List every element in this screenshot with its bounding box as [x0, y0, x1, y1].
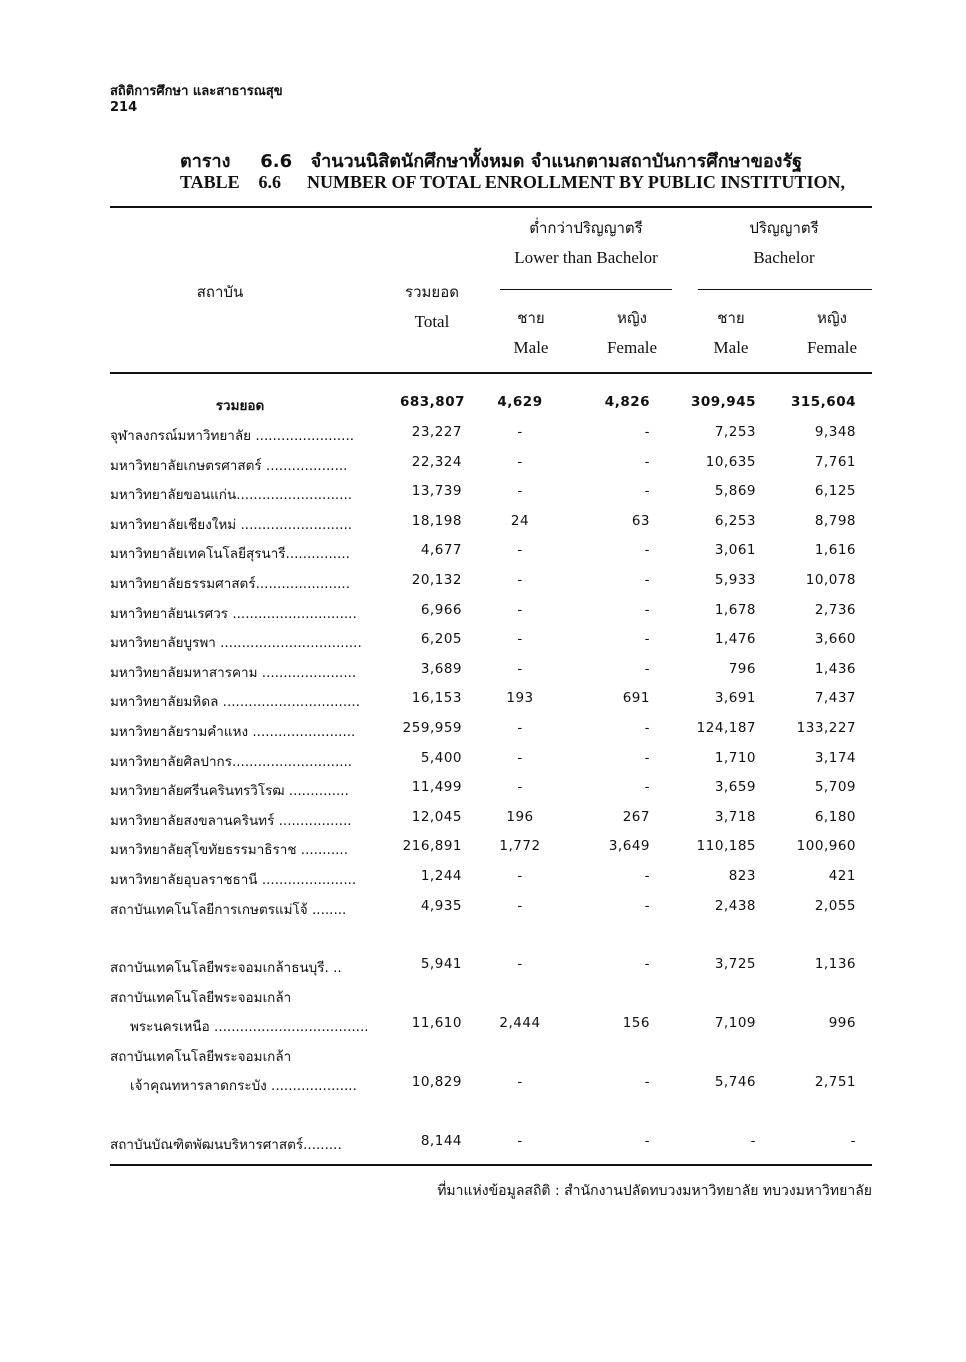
lower-group-rule	[500, 289, 672, 290]
row-name: พระนครเหนือ ....................................	[130, 1019, 369, 1035]
row-name: มหาวิทยาลัยมหาสารคาม ......................	[110, 664, 357, 681]
cell-lower-female: -	[644, 749, 650, 766]
col-total-en: Total	[414, 312, 450, 331]
cell-lower-male: 24	[510, 512, 530, 529]
cell-bachelor-male: 3,659	[714, 779, 756, 796]
cell-lower-female: 3,649	[608, 838, 650, 855]
row-name: สถาบันเทคโนโลยีพระจอมเกล้าธนบุรี. ..	[110, 960, 342, 976]
row-name: มหาวิทยาลัยขอนแก่น...........................	[110, 487, 353, 504]
cell-lower-male: 4,629	[497, 394, 543, 410]
title-number-en: 6.6	[258, 172, 281, 192]
title-thai-text: จำนวนนิสิตนักศึกษาทั้งหมด จำแนกตามสถาบันการศึกษาของรัฐ	[310, 151, 803, 172]
cell-bachelor-male: 309,945	[691, 394, 756, 410]
col-bachelor-group	[696, 214, 872, 272]
cell-lower-male: 193	[506, 690, 534, 707]
cell-lower-male: -	[517, 1074, 523, 1090]
cell-lower-female: -	[644, 572, 650, 588]
cell-bachelor-female: 2,736	[814, 601, 856, 618]
cell-bachelor-female: 10,078	[805, 572, 856, 588]
cell-lower-female: -	[644, 601, 650, 618]
row-name-continued: สถาบันเทคโนโลยีพระจอมเกล้า	[110, 989, 292, 1006]
cell-lower-male: -	[517, 601, 523, 618]
cell-bachelor-male: 1,678	[714, 601, 756, 618]
cell-lower-female: -	[644, 1074, 650, 1090]
cell-bachelor-female: -	[850, 1133, 856, 1149]
cell-bachelor-male: 10,635	[705, 453, 756, 470]
table-row-total	[110, 394, 870, 423]
row-name: มหาวิทยาลัยนเรศวร .............................	[110, 605, 357, 622]
title-eng-label: TABLE	[180, 172, 240, 192]
cell-total: 18,198	[411, 512, 462, 529]
table-row	[110, 720, 870, 749]
cell-bachelor-male: 1,710	[714, 749, 756, 766]
title-eng-text: NUMBER OF TOTAL ENROLLMENT BY PUBLIC INSTITUTION,	[307, 172, 845, 192]
cell-total: 8,144	[420, 1133, 462, 1149]
cell-bachelor-male: 2,438	[714, 897, 756, 914]
table-row	[110, 1015, 870, 1044]
cell-lower-female: -	[644, 631, 650, 648]
row-name: สถาบันบัณฑิตพัฒนบริหารศาสตร์.........	[110, 1137, 342, 1153]
col-total	[392, 278, 472, 336]
running-header: สถิติการศึกษา และสาธารณสุข	[110, 84, 283, 99]
cell-lower-male: -	[517, 897, 523, 914]
cell-bachelor-female: 8,798	[814, 512, 856, 529]
top-rule	[110, 206, 872, 208]
col-bachelor-female-th: หญิง	[817, 309, 847, 327]
cell-lower-male: -	[517, 572, 523, 588]
cell-lower-male: 2,444	[499, 1015, 541, 1031]
row-name: มหาวิทยาลัยรามคำแหง ........................	[110, 724, 356, 740]
cell-total: 683,807	[400, 394, 465, 410]
table-row	[110, 661, 870, 690]
cell-lower-female: -	[644, 542, 650, 559]
page-number: 214	[110, 100, 138, 115]
cell-total: 12,045	[411, 808, 462, 825]
table-row	[110, 1074, 870, 1103]
cell-total: 13,739	[411, 483, 462, 500]
cell-total: 216,891	[402, 838, 462, 855]
cell-total: 11,499	[411, 779, 462, 796]
cell-total: 5,941	[420, 956, 462, 972]
cell-bachelor-female: 1,136	[814, 956, 856, 972]
table-title-thai	[180, 146, 802, 175]
cell-bachelor-female: 3,174	[814, 749, 856, 766]
cell-lower-male: -	[517, 660, 523, 677]
row-name: มหาวิทยาลัยศรีนครินทรวิโรฒ ..............	[110, 783, 349, 800]
cell-lower-female: -	[644, 660, 650, 677]
cell-lower-male: -	[517, 424, 523, 440]
cell-lower-male: -	[517, 779, 523, 796]
row-name: มหาวิทยาลัยเชียงใหม่ ..........................	[110, 516, 353, 533]
cell-total: 23,227	[411, 424, 462, 440]
col-lower-female	[596, 304, 668, 362]
cell-lower-female: 63	[631, 512, 650, 529]
cell-lower-male: -	[517, 1133, 523, 1149]
row-name: มหาวิทยาลัยอุบลราชธานี ......................	[110, 872, 357, 888]
cell-lower-female: 4,826	[604, 394, 650, 410]
cell-bachelor-female: 6,180	[814, 808, 856, 825]
cell-total: 4,935	[420, 897, 462, 914]
table-title-english	[180, 172, 845, 193]
title-thai-label: ตาราง	[180, 151, 231, 172]
table-row	[110, 483, 870, 512]
cell-lower-female: -	[644, 868, 650, 884]
cell-bachelor-female: 315,604	[791, 394, 856, 410]
cell-total: 11,610	[411, 1015, 462, 1031]
col-lower-male-th: ชาย	[517, 309, 545, 327]
cell-lower-female: 156	[622, 1015, 650, 1031]
cell-bachelor-female: 1,616	[814, 542, 856, 559]
col-bachelor-th: ปริญญาตรี	[749, 219, 819, 237]
col-bachelor-en: Bachelor	[753, 248, 815, 267]
row-name: มหาวิทยาลัยเกษตรศาสตร์ ...................	[110, 457, 348, 474]
col-lower-th: ต่ำกว่าปริญญาตรี	[529, 219, 643, 237]
cell-lower-male: -	[517, 956, 523, 972]
col-bachelor-female	[796, 304, 868, 362]
cell-lower-female: 267	[622, 808, 650, 825]
row-name: จุฬาลงกรณ์มหาวิทยาลัย .......................	[110, 428, 355, 444]
table-row	[110, 868, 870, 897]
cell-bachelor-male: 796	[728, 660, 756, 677]
cell-bachelor-male: -	[750, 1133, 756, 1149]
cell-bachelor-male: 7,253	[714, 424, 756, 440]
cell-lower-female: -	[644, 720, 650, 736]
row-name-continued: สถาบันเทคโนโลยีพระจอมเกล้า	[110, 1048, 292, 1065]
cell-lower-female: -	[644, 956, 650, 972]
col-lower-male-en: Male	[513, 338, 549, 357]
cell-bachelor-male: 823	[728, 868, 756, 884]
cell-bachelor-female: 5,709	[814, 779, 856, 796]
cell-total: 259,959	[402, 720, 462, 736]
cell-total: 5,400	[420, 749, 462, 766]
table-row	[110, 572, 870, 601]
row-name: มหาวิทยาลัยมหิดล ................................	[110, 694, 360, 711]
table-row	[110, 838, 870, 867]
cell-lower-female: -	[644, 424, 650, 440]
cell-bachelor-female: 2,055	[814, 897, 856, 914]
table-row	[110, 454, 870, 483]
cell-bachelor-male: 3,061	[714, 542, 756, 559]
table-row	[110, 1133, 870, 1162]
cell-bachelor-female: 421	[828, 868, 856, 884]
cell-lower-male: 1,772	[499, 838, 541, 855]
cell-lower-male: -	[517, 542, 523, 559]
row-name: มหาวิทยาลัยเทคโนโลยีสุรนารี...............	[110, 546, 350, 563]
col-bachelor-male-th: ชาย	[717, 309, 745, 327]
cell-bachelor-male: 5,933	[714, 572, 756, 588]
cell-total: 6,205	[420, 631, 462, 648]
cell-lower-male: -	[517, 720, 523, 736]
row-name: มหาวิทยาลัยศิลปากร............................	[110, 753, 353, 770]
table-row	[110, 690, 870, 719]
header-bottom-rule	[110, 372, 872, 374]
cell-lower-male: -	[517, 749, 523, 766]
table-row	[110, 424, 870, 453]
col-lower-female-th: หญิง	[617, 309, 647, 327]
cell-bachelor-female: 3,660	[814, 631, 856, 648]
cell-total: 16,153	[411, 690, 462, 707]
row-name: มหาวิทยาลัยสุโขทัยธรรมาธิราช ...........	[110, 842, 349, 859]
cell-total: 4,677	[420, 542, 462, 559]
title-number: 6.6	[260, 151, 293, 172]
table-row	[110, 750, 870, 779]
cell-lower-female: -	[644, 779, 650, 796]
col-bachelor-male	[696, 304, 766, 362]
cell-bachelor-male: 3,725	[714, 956, 756, 972]
row-name: สถาบันเทคโนโลยีการเกษตรแม่โจ้ ........	[110, 901, 347, 918]
cell-lower-male: -	[517, 483, 523, 500]
cell-total: 1,244	[420, 868, 462, 884]
cell-lower-male: -	[517, 631, 523, 648]
row-name: มหาวิทยาลัยสงขลานครินทร์ .................	[110, 812, 352, 829]
cell-bachelor-female: 996	[828, 1015, 856, 1031]
bachelor-group-rule	[698, 289, 872, 290]
col-bachelor-male-en: Male	[713, 338, 749, 357]
cell-bachelor-male: 6,253	[714, 512, 756, 529]
cell-bachelor-female: 7,761	[814, 453, 856, 470]
cell-lower-female: -	[644, 453, 650, 470]
cell-bachelor-male: 5,869	[714, 483, 756, 500]
cell-bachelor-male: 5,746	[714, 1074, 756, 1090]
cell-bachelor-female: 1,436	[814, 660, 856, 677]
cell-lower-male: -	[517, 453, 523, 470]
cell-lower-female: -	[644, 897, 650, 914]
cell-bachelor-female: 6,125	[814, 483, 856, 500]
cell-total: 6,966	[420, 601, 462, 618]
table-row	[110, 779, 870, 808]
cell-bachelor-male: 3,691	[714, 690, 756, 707]
table-row	[110, 542, 870, 571]
col-total-th: รวมยอด	[405, 283, 459, 301]
cell-lower-female: -	[644, 1133, 650, 1149]
cell-total: 10,829	[411, 1074, 462, 1090]
cell-bachelor-male: 110,185	[696, 838, 756, 855]
cell-bachelor-female: 7,437	[814, 690, 856, 707]
cell-bachelor-male: 3,718	[714, 808, 756, 825]
cell-bachelor-female: 133,227	[796, 720, 856, 736]
cell-bachelor-female: 2,751	[814, 1074, 856, 1090]
source-note: ที่มาแห่งข้อมูลสถิติ : สำนักงานปลัดทบวงมหาวิทยาลัย ทบวงมหาวิทยาลัย	[437, 1183, 872, 1199]
col-lower-en: Lower than Bachelor	[514, 248, 658, 267]
table-row	[110, 898, 870, 927]
row-name: เจ้าคุณทหารลาดกระบัง ....................	[130, 1078, 357, 1094]
cell-bachelor-female: 100,960	[796, 838, 856, 855]
cell-lower-female: -	[644, 483, 650, 500]
cell-bachelor-female: 9,348	[814, 424, 856, 440]
col-lower-male	[496, 304, 566, 362]
cell-lower-male: 196	[506, 808, 534, 825]
row-name: มหาวิทยาลัยบูรพา .................................	[110, 635, 362, 652]
table-row	[110, 602, 870, 631]
cell-total: 20,132	[411, 572, 462, 588]
bottom-rule	[110, 1164, 872, 1166]
cell-bachelor-male: 7,109	[714, 1015, 756, 1031]
table-row	[110, 631, 870, 660]
row-name: มหาวิทยาลัยธรรมศาสตร์......................	[110, 576, 350, 592]
cell-bachelor-male: 1,476	[714, 631, 756, 648]
table-row	[110, 513, 870, 542]
table-row	[110, 809, 870, 838]
cell-total: 22,324	[411, 453, 462, 470]
cell-lower-male: -	[517, 868, 523, 884]
cell-bachelor-male: 124,187	[696, 720, 756, 736]
col-institution: สถาบัน	[196, 283, 244, 301]
cell-lower-female: 691	[622, 690, 650, 707]
row-name: รวมยอด	[215, 398, 265, 414]
table-row	[110, 956, 870, 985]
cell-total: 3,689	[420, 660, 462, 677]
col-lower-group	[496, 214, 676, 272]
col-lower-female-en: Female	[606, 338, 658, 357]
col-bachelor-female-en: Female	[806, 338, 858, 357]
